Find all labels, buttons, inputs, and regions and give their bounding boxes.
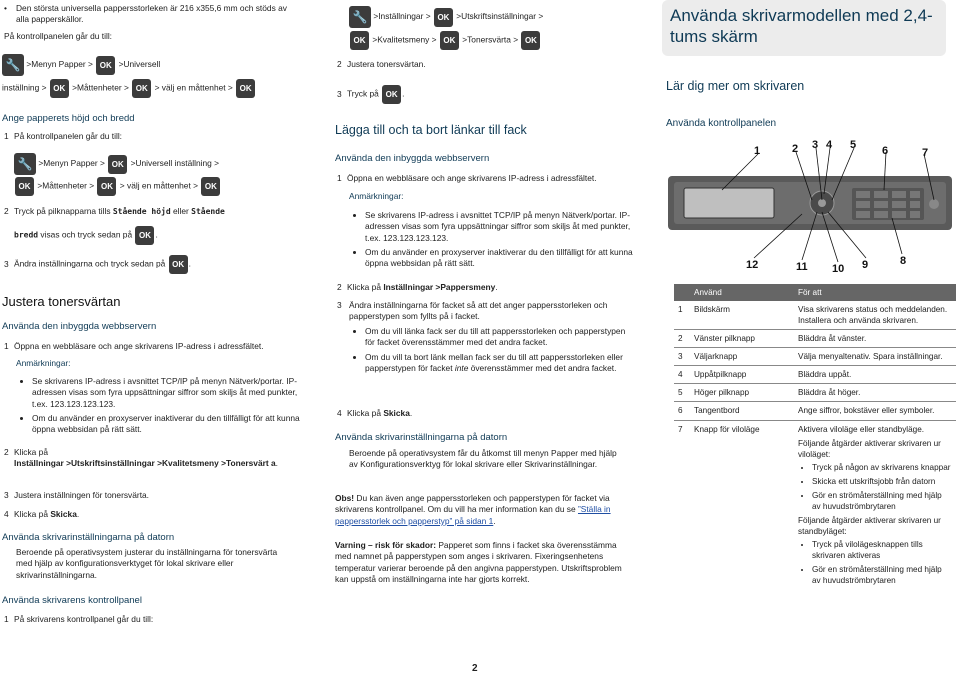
standby-list (798, 539, 952, 586)
section-title: Justera tonersvärtan (2, 294, 121, 309)
cell-for: Bläddra åt höger. (794, 384, 956, 402)
list-item: • Skicka ett utskriftsjobb från datorn (812, 476, 952, 487)
mono-text: Stående (191, 207, 225, 216)
table-row (674, 366, 956, 384)
header-use: Använd (694, 288, 722, 297)
cell-use: Höger pilknapp (690, 384, 794, 402)
callout-9: 9 (862, 259, 869, 271)
ok-key-icon: OK (97, 177, 116, 196)
callout-6: 6 (882, 145, 889, 157)
mono-text: bredd (14, 230, 39, 240)
notes-list (343, 210, 635, 273)
section-heading: Använda skrivarens kontrollpanel (2, 595, 142, 606)
section-heading: Ange papperets höjd och bredd (2, 113, 135, 124)
step-p1: 1 På skrivarens kontrollpanel går du till: (4, 614, 154, 624)
step-text: Klicka på (14, 447, 48, 457)
step-path: Inställningar >Pappersmeny (383, 282, 496, 292)
paragraph: Beroende på operativsystem får du åtkomst till menyn Papper med hjälp av Konfigurationsverktyg för lokal skrivare eller Skrivarinställningar. (349, 448, 617, 470)
menu-path-line-1 (2, 54, 160, 76)
list-item: • Om du använder en proxyserver inaktiverar du den tillfälligt för att kunna öppna webbsidan på rätt sätt. (32, 413, 300, 436)
path-text: >Inställningar > (373, 11, 431, 22)
table-row (674, 348, 956, 366)
cell-num: 4 (674, 366, 690, 384)
step-text: Öppna en webbläsare och ange skrivarens IP-adress i adressfältet. (347, 173, 597, 183)
path-text: >Tonersvärta > (462, 34, 519, 45)
ok-key-icon: OK (434, 8, 453, 27)
step-bold: Skicka (383, 408, 410, 418)
ok-key-icon: OK (15, 177, 34, 196)
step-text: Klicka på (14, 509, 48, 519)
callout-8: 8 (900, 255, 907, 267)
step-text: Tryck på pilknapparna tills (14, 206, 111, 216)
step-l4: 4 Klicka på Skicka. (337, 408, 413, 418)
path-text: >Menyn Papper > (26, 59, 93, 70)
cell-num: 6 (674, 402, 690, 420)
list-item: • Om du vill länka fack ser du till att pappersstorleken och papperstypen för facket överensstämmer med det andra facket. (365, 326, 635, 349)
step-text: visas och tryck sedan på (40, 229, 133, 240)
step-2: 2 Tryck på pilknapparna tills Stående höjd eller Stående (4, 206, 225, 216)
table-row (674, 420, 956, 592)
step-bold: Skicka (50, 509, 77, 519)
path-text: > välj en måttenhet > (154, 82, 233, 93)
table-row (674, 384, 956, 402)
notes-list (10, 376, 300, 439)
callout-3: 3 (812, 139, 819, 151)
section-title: Lär dig mer om skrivaren (666, 79, 805, 93)
keypad-keys (856, 191, 920, 218)
step-c2-3: 3 Tryck på OK . (337, 85, 404, 104)
table-row (674, 330, 956, 348)
obs-text: Du kan även ange pappersstorleken och papperstypen för facket via skrivarens kontrollpanel. Om du vill ha mer information kan du se (335, 493, 610, 515)
ok-key-icon: OK (135, 226, 154, 245)
sleep-button (929, 199, 939, 209)
wrench-icon: 🔧 (349, 6, 371, 28)
control-panel-drawing (662, 134, 960, 274)
cell-for: Visa skrivarens status och meddelanden. Installera och använda skrivaren. (794, 301, 956, 330)
callout-5: 5 (850, 139, 857, 151)
notes-label: Anmärkningar: (16, 358, 71, 368)
step-c2-2: 2 Justera tonersvärtan. (337, 59, 426, 69)
path-text: > välj en måttenhet > (119, 180, 199, 191)
cell-use: Knapp för viloläge (694, 424, 760, 434)
path-text: >Måttenheter > (72, 82, 129, 93)
page-link[interactable]: ”Ställa in pappersstorlek och papperstyp” på sidan 1 (335, 504, 611, 526)
path-text: >Kvalitetsmeny > (372, 34, 437, 45)
ok-key-icon: OK (440, 31, 459, 50)
menu-path-line-3 (14, 153, 219, 175)
section-heading: Använda den inbyggda webbservern (2, 321, 157, 332)
step-text: Tryck på (347, 88, 379, 99)
path-text: inställning > (2, 82, 47, 93)
step-text: På skrivarens kontrollpanel går du till: (14, 614, 154, 624)
callout-1: 1 (754, 145, 761, 157)
list-item: • Om du använder en proxyserver inaktiverar du den tillfälligt för att kunna öppna webbsidan på rätt sätt. (365, 247, 635, 270)
ok-key-icon: OK (50, 79, 69, 98)
ok-key-icon: OK (350, 31, 369, 50)
step-3: 3 Ändra inställningarna och tryck sedan på OK . (4, 255, 191, 274)
step-text: På kontrollpanelen går du till: (14, 131, 123, 141)
page-title: Använda skrivarmodellen med 2,4-tums skärm (670, 6, 933, 47)
cell-for (794, 420, 956, 592)
warning-text: Papperet som finns i facket ska överensstämma med namnet på papperstypen som anges i skrivaren. Fixeringsenhetens temperatur varierar beroende på den angivna papperstypen. Utskriftsproblem kan uppstå om inställningarna inte har gjorts korrekt. (335, 540, 622, 585)
control-panel-illustration (662, 134, 960, 274)
cell-num: 2 (674, 330, 690, 348)
cell-use: Tangentbord (690, 402, 794, 420)
callout-11: 11 (796, 261, 808, 273)
list-text: överensstämmer med det andra facket. (470, 363, 617, 374)
panel-table (674, 284, 956, 592)
cell-num: 1 (674, 301, 690, 330)
obs-note: Obs! Du kan även ange pappersstorleken och papperstypen för facket via skrivarens kontrollpanel. Om du vill ha mer information kan du se ”Ställa in pappersstorlek och papperstyp” på sidan 1. (335, 493, 611, 526)
list-text: Om du vill ta bort länk mellan fack ser du till att pappersstorleken eller papperstypen för facket (365, 351, 623, 374)
ok-key-icon: OK (382, 85, 401, 104)
wake-list (798, 462, 952, 512)
step-e3: 3 Justera inställningen för tonersvärta. (4, 490, 150, 500)
step-text: Justera tonersvärtan. (347, 59, 426, 69)
path-text: >Universell inställning > (130, 158, 220, 169)
wrench-icon: 🔧 (2, 54, 24, 76)
section-heading: Använda kontrollpanelen (666, 118, 777, 129)
path-text: >Utskriftsinställningar > (456, 11, 544, 22)
cell-use: Uppåtpilknapp (690, 366, 794, 384)
table-row (674, 402, 956, 420)
callout-12: 12 (746, 259, 759, 271)
section-title: Lägga till och ta bort länkar till fack (335, 123, 527, 137)
ok-key-icon: OK (96, 56, 115, 75)
header-for: För att (798, 288, 822, 297)
cell-for: Bläddra uppåt. (794, 366, 956, 384)
cell-for: Bläddra åt vänster. (794, 330, 956, 348)
step-text: Öppna en webbläsare och ange skrivarens IP-adress i adressfältet. (14, 341, 264, 351)
step-text: Ändra inställningarna och tryck sedan på (14, 258, 166, 269)
path-text: >Måttenheter > (37, 180, 95, 191)
step-e4: 4 Klicka på Skicka. (4, 509, 80, 519)
step-path: Inställningar >Utskriftsinställningar >Kvalitetsmeny >Tonersvärt a (14, 458, 276, 469)
bullet-max-size: • Den största universella pappersstorleken är 216 x355,6 mm och stöds av alla papperskällor. (4, 3, 290, 26)
link-notes-list (343, 326, 635, 377)
path-text: >Menyn Papper > (38, 158, 105, 169)
ok-key-icon: OK (108, 155, 127, 174)
ok-key-icon: OK (201, 177, 220, 196)
step-1: 1 På kontrollpanelen går du till: (4, 131, 123, 141)
callout-7: 7 (922, 147, 929, 159)
cell-use: Väljarknapp (690, 348, 794, 366)
select-button (818, 199, 826, 207)
list-item (365, 352, 635, 375)
cell-use: Vänster pilknapp (690, 330, 794, 348)
menu-path-line-5 (349, 6, 543, 28)
list-item: • Se skrivarens IP-adress i avsnittet TCP/IP på menyn Nätverk/portar. IP-adressen visas som fyra uppsättningar siffror som skiljs åt med punkter, t.ex. 123.123.123.123. (365, 210, 635, 244)
step-2-cont: bredd visas och tryck sedan på OK . (14, 226, 158, 245)
warning-note (335, 540, 627, 585)
callout-4: 4 (826, 139, 833, 151)
step-text: Klicka på (347, 282, 381, 292)
menu-path-line-4 (14, 177, 221, 196)
list-item: • Tryck på vilolägesknappen tills skrivaren aktiveras (812, 539, 952, 561)
step-text: eller (172, 206, 189, 216)
cell-line: Aktivera viloläge eller standbyläge. (798, 424, 925, 434)
table-row (674, 301, 956, 330)
page-number: 2 (472, 663, 478, 674)
bullet-text: Den största universella pappersstorleken är 216 x355,6 mm och stöds av alla papperskällor. (16, 3, 287, 25)
ok-key-icon: OK (169, 255, 188, 274)
step-text: Justera inställningen för tonersvärta. (14, 490, 150, 500)
paragraph: På kontrollpanelen går du till: (4, 31, 113, 41)
section-heading: Använda skrivarinställningarna på datorn (335, 432, 508, 443)
warning-label: Varning – risk för skador: (335, 540, 436, 550)
section-heading: Använda den inbyggda webbservern (335, 153, 490, 164)
title-box (662, 0, 946, 56)
notes-label: Anmärkningar: (349, 191, 404, 201)
step-text: Klicka på (347, 408, 381, 418)
cell-num: 5 (674, 384, 690, 402)
step-l2: 2 Klicka på Inställningar >Pappersmeny. (337, 282, 498, 292)
cell-for: Ange siffror, bokstäver eller symboler. (794, 402, 956, 420)
step-l3: 3 Ändra inställningarna för facket så att det anger pappersstorleken och papperstypen som fyllts på i facket. (337, 300, 629, 323)
cell-num: 3 (674, 348, 690, 366)
ok-key-icon: OK (521, 31, 540, 50)
mono-text: Stående höjd (112, 207, 171, 216)
paragraph: Beroende på operativsystem justerar du inställningarna för tonersvärta med hjälp av konfigurationsverktyget för lokal skrivare eller skrivarinställningarna. (16, 547, 278, 580)
table-header (674, 284, 956, 301)
menu-path-line-2 (2, 79, 256, 98)
step-l1: 1 Öppna en webbläsare och ange skrivarens IP-adress i adressfältet. (337, 173, 597, 183)
obs-label: Obs! (335, 493, 355, 503)
ok-key-icon: OK (236, 79, 255, 98)
list-item: • Gör en strömåterställning med hjälp av huvudströmbrytaren (812, 564, 952, 586)
callout-2: 2 (792, 143, 799, 155)
cell-num: 7 (678, 424, 683, 434)
step-e1: 1 Öppna en webbläsare och ange skrivarens IP-adress i adressfältet. (4, 341, 264, 351)
list-item: • Se skrivarens IP-adress i avsnittet TCP/IP på menyn Nätverk/portar. IP-adressen visas som fyra uppsättningar siffror som skiljs åt med punkter, t.ex. 123.123.123.123. (32, 376, 300, 410)
path-text: >Universell (118, 59, 161, 70)
cell-line: Följande åtgärder aktiverar skrivaren ur standbyläget: (798, 515, 941, 536)
ok-key-icon: OK (132, 79, 151, 98)
list-italic: inte (454, 363, 469, 374)
list-item: • Gör en strömåterställning med hjälp av huvudströmbrytaren (812, 490, 952, 512)
section-heading: Använda skrivarinställningarna på datorn (2, 532, 175, 543)
menu-path-line-6 (349, 31, 541, 50)
display-screen (684, 188, 774, 218)
step-text: Ändra inställningarna för facket så att det anger pappersstorleken och papperstypen som fyllts på i facket. (349, 300, 608, 322)
list-item: • Tryck på någon av skrivarens knappar (812, 462, 952, 473)
cell-use: Bildskärm (690, 301, 794, 330)
cell-line: Följande åtgärder aktiverar skrivaren ur viloläget: (798, 438, 941, 459)
wrench-icon: 🔧 (14, 153, 36, 175)
callout-10: 10 (832, 263, 845, 274)
step-e2: 2 Klicka på Inställningar >Utskriftsinställningar >Kvalitetsmeny >Tonersvärt a. (4, 447, 278, 469)
cell-for: Välja menyaltenativ. Spara inställningar. (794, 348, 956, 366)
